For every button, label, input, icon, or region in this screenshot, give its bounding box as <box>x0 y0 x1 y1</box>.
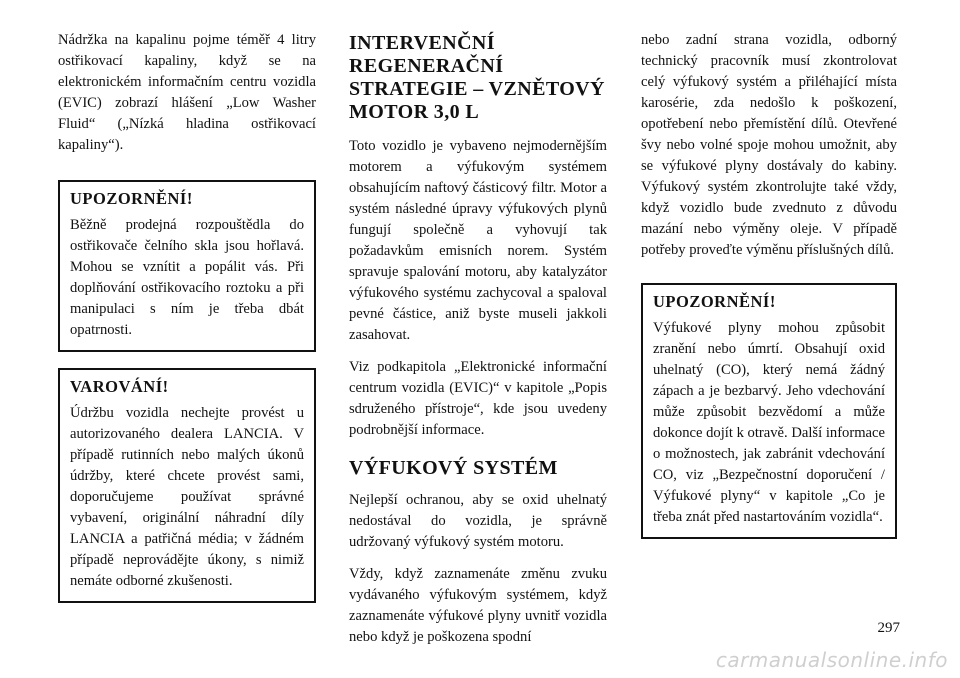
regeneration-paragraph: Toto vozidlo je vybaveno nejmodernějším motorem a výfukovým systémem obsahujícím naftový částicový filtr. Motor a systém následné úpravy výfukových plynů fungují společně a vyhovují tak požadavkům emisních norem. Systém spravuje spalování motoru, aby katalyzátor výfukového systému zachycoval a spaloval pevné částice, aniž byste museli jakkoli zasahovat. <box>349 138 607 343</box>
caution-title: UPOZORNĚNÍ! <box>653 292 776 311</box>
warning-title: VAROVÁNÍ! <box>70 377 169 396</box>
caution-box-exhaust <box>641 283 897 539</box>
exhaust-protection-paragraph: Nejlepší ochranou, aby se oxid uhelnatý nedostával do vozidla, je správně udržovaný výfukový systém motoru. <box>349 492 607 550</box>
column-middle <box>349 32 607 648</box>
section-heading-regeneration: INTERVENČNÍ REGENERAČNÍ STRATEGIE – VZNĚTOVÝ MOTOR 3,0 L <box>349 32 605 123</box>
evic-reference-paragraph: Viz podkapitola „Elektronické informační centrum vozidla (EVIC)“ v kapitole „Popis sdruženého přístroje“, kde jsou uvedeny podrobnější informace. <box>349 359 607 438</box>
warning-box-maintenance <box>58 368 316 603</box>
caution-box-washer <box>58 180 316 352</box>
caution-text: Výfukové plyny mohou způsobit zranění nebo úmrtí. Obsahují oxid uhelnatý (CO), který nemá žádný zápach a je bezbarvý. Jeho vdechování může způsobit bezvědomí a může dokonce dojít k otravě. Další informace o možnostech, jak zabránit vdechování CO, viz „Bezpečnostní doporučení / Výfukové plyny“ v kapitole „Co je třeba znát před nastartováním vozidla“. <box>653 320 885 525</box>
section-heading-exhaust: VÝFUKOVÝ SYSTÉM <box>349 457 558 479</box>
exhaust-inspection-paragraph: nebo zadní strana vozidla, odborný technický pracovník musí zkontrolovat celý výfukový systém a přiléhající místa karosérie, zda nedošlo k poškození, opotřebení nebo přemístění dílů. Otevřené švy nebo volné spoje mohou umožnit, aby se výfukové plyny dostávaly do kabiny. Výfukový systém zkontrolujte také vždy, když vozidlo bude zvednuto z důvodu mazání nebo výměny oleje. V případě potřeby proveďte výměnu příslušných dílů. <box>641 32 897 258</box>
caution-text: Běžně prodejná rozpouštědla do ostřikovače čelního skla jsou hořlavá. Mohou se vznítit a popálit vás. Při doplňování ostřikovacího roztoku a při manipulaci s ním je třeba dbát opatrnosti. <box>70 217 304 338</box>
page-number: 297 <box>877 620 900 636</box>
column-right <box>641 30 897 539</box>
intro-paragraph: Nádržka na kapalinu pojme téměř 4 litry ostřikovací kapaliny, když se na elektronickém informačním centru vozidla (EVIC) zobrazí hlášení „Low Washer Fluid“ („Nízká hladina ostřikovací kapaliny“). <box>58 32 316 153</box>
warning-text: Údržbu vozidla nechejte provést u autorizovaného dealera LANCIA. V případě rutinních nebo malých úkonů údržby, které chcete provést sami, doporučujeme používat správné vybavení, originální náhradní díly LANCIA a patřičná média; v žádném případě neprovádějte úkony, s nimiž nemáte odborné zkušenosti. <box>70 405 304 589</box>
column-left <box>58 30 316 603</box>
watermark: carmanualsonline.info <box>715 648 948 672</box>
exhaust-change-paragraph: Vždy, když zaznamenáte změnu zvuku vydávaného výfukovým systémem, když zaznamenáte výfukové plyny uvnitř vozidla nebo když je poškozena spodní <box>349 566 607 645</box>
caution-title: UPOZORNĚNÍ! <box>70 189 193 208</box>
